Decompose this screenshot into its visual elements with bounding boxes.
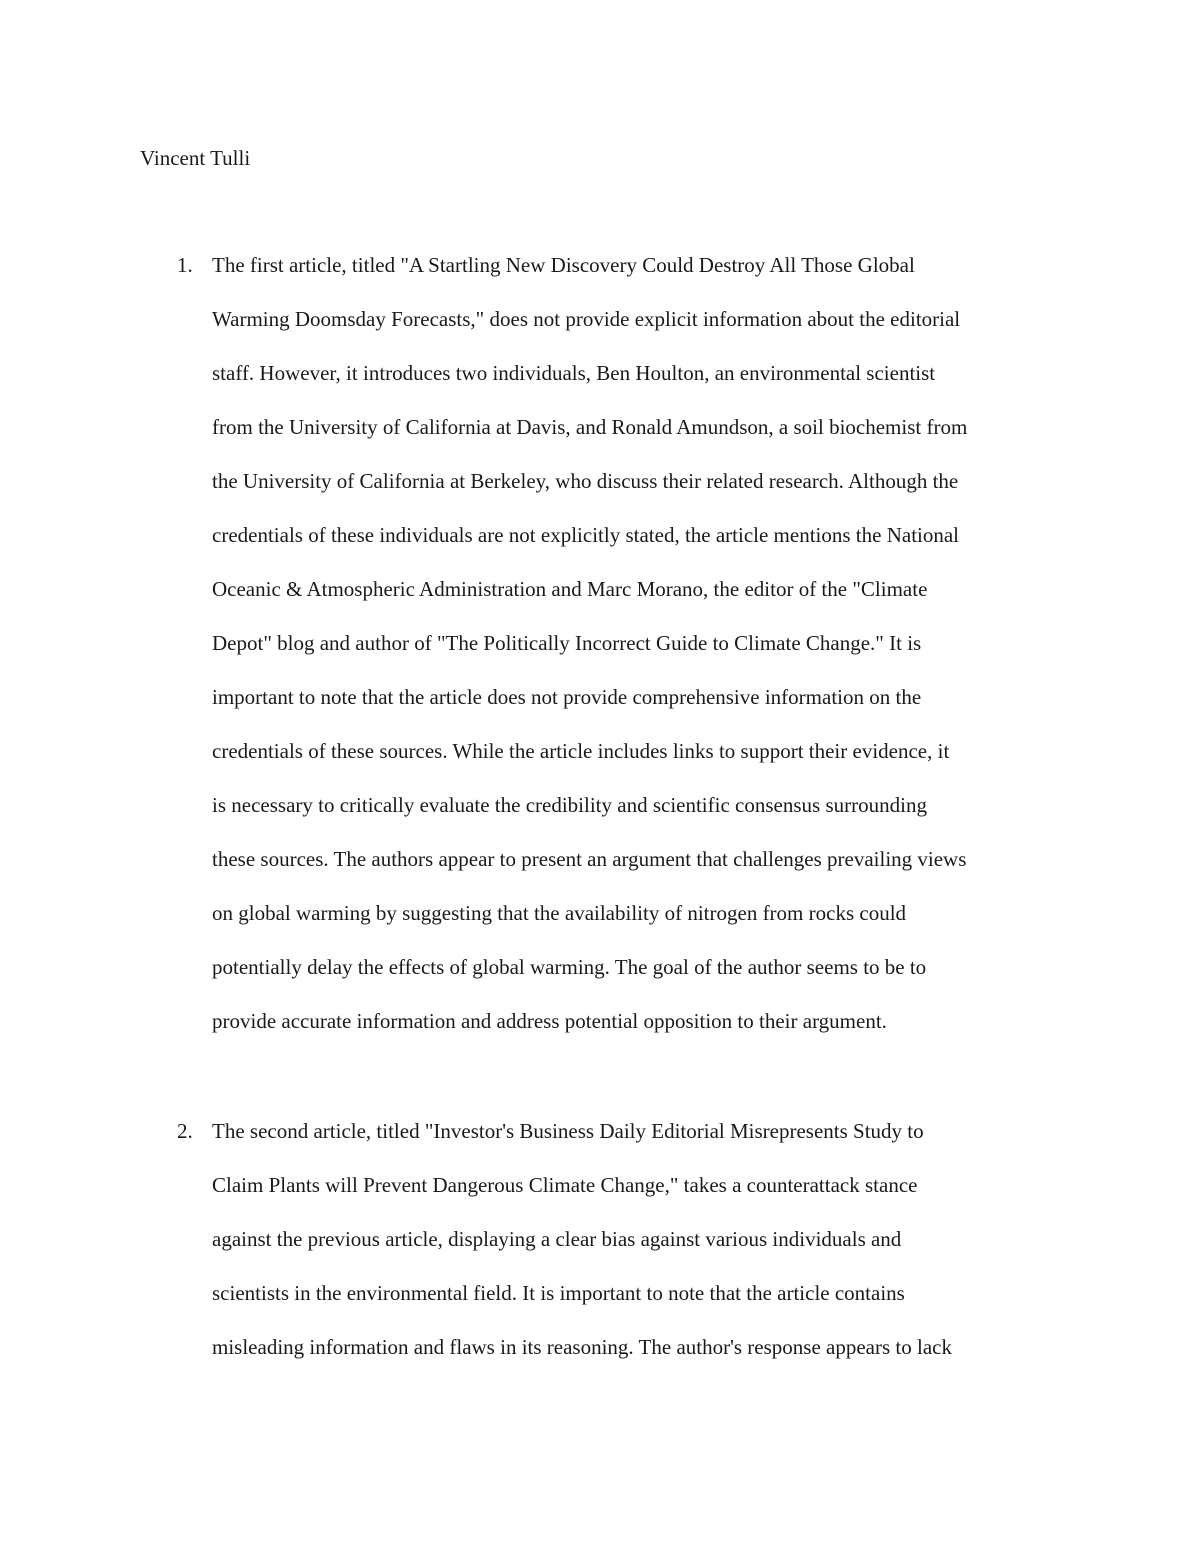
paragraph-line: Depot" blog and author of "The Politically Incorrect Guide to Climate Change." It is	[212, 631, 922, 655]
paragraph-line: scientists in the environmental field. It is important to note that the article contains	[212, 1281, 905, 1305]
paragraph-line: The second article, titled "Investor's Business Daily Editorial Misrepresents Study to	[212, 1119, 924, 1143]
paragraph-line: misleading information and flaws in its reasoning. The author's response appears to lack	[212, 1335, 952, 1359]
paragraph-line: on global warming by suggesting that the availability of nitrogen from rocks could	[212, 901, 907, 925]
paragraph-line: Claim Plants will Prevent Dangerous Climate Change," takes a counterattack stance	[212, 1173, 918, 1197]
item-number: 2.	[177, 1119, 193, 1143]
paragraph-line: provide accurate information and address potential opposition to their argument.	[212, 1009, 887, 1033]
paragraph-line: Warming Doomsday Forecasts," does not provide explicit information about the editorial	[212, 307, 961, 331]
paragraph-line: from the University of California at Davis, and Ronald Amundson, a soil biochemist from	[212, 415, 968, 439]
paragraph-line: against the previous article, displaying a clear bias against various individuals and	[212, 1227, 902, 1251]
paragraph-line: important to note that the article does not provide comprehensive information on the	[212, 685, 922, 709]
paragraph-line: is necessary to critically evaluate the credibility and scientific consensus surrounding	[212, 793, 927, 817]
author-name: Vincent Tulli	[140, 146, 251, 170]
paragraph-line: credentials of these sources. While the article includes links to support their evidence, it	[212, 739, 950, 763]
paragraph-line: credentials of these individuals are not explicitly stated, the article mentions the National	[212, 523, 960, 547]
paragraph-line: Oceanic & Atmospheric Administration and Marc Morano, the editor of the "Climate	[212, 577, 928, 601]
paragraph-line: these sources. The authors appear to present an argument that challenges prevailing views	[212, 847, 967, 871]
paragraph-line: staff. However, it introduces two individuals, Ben Houlton, an environmental scientist	[212, 361, 936, 385]
paragraph-line: The first article, titled "A Startling New Discovery Could Destroy All Those Global	[212, 253, 915, 277]
paragraph-line: the University of California at Berkeley, who discuss their related research. Although the	[212, 469, 959, 493]
paragraph-line: potentially delay the effects of global warming. The goal of the author seems to be to	[212, 955, 927, 979]
item-number: 1.	[177, 253, 193, 277]
